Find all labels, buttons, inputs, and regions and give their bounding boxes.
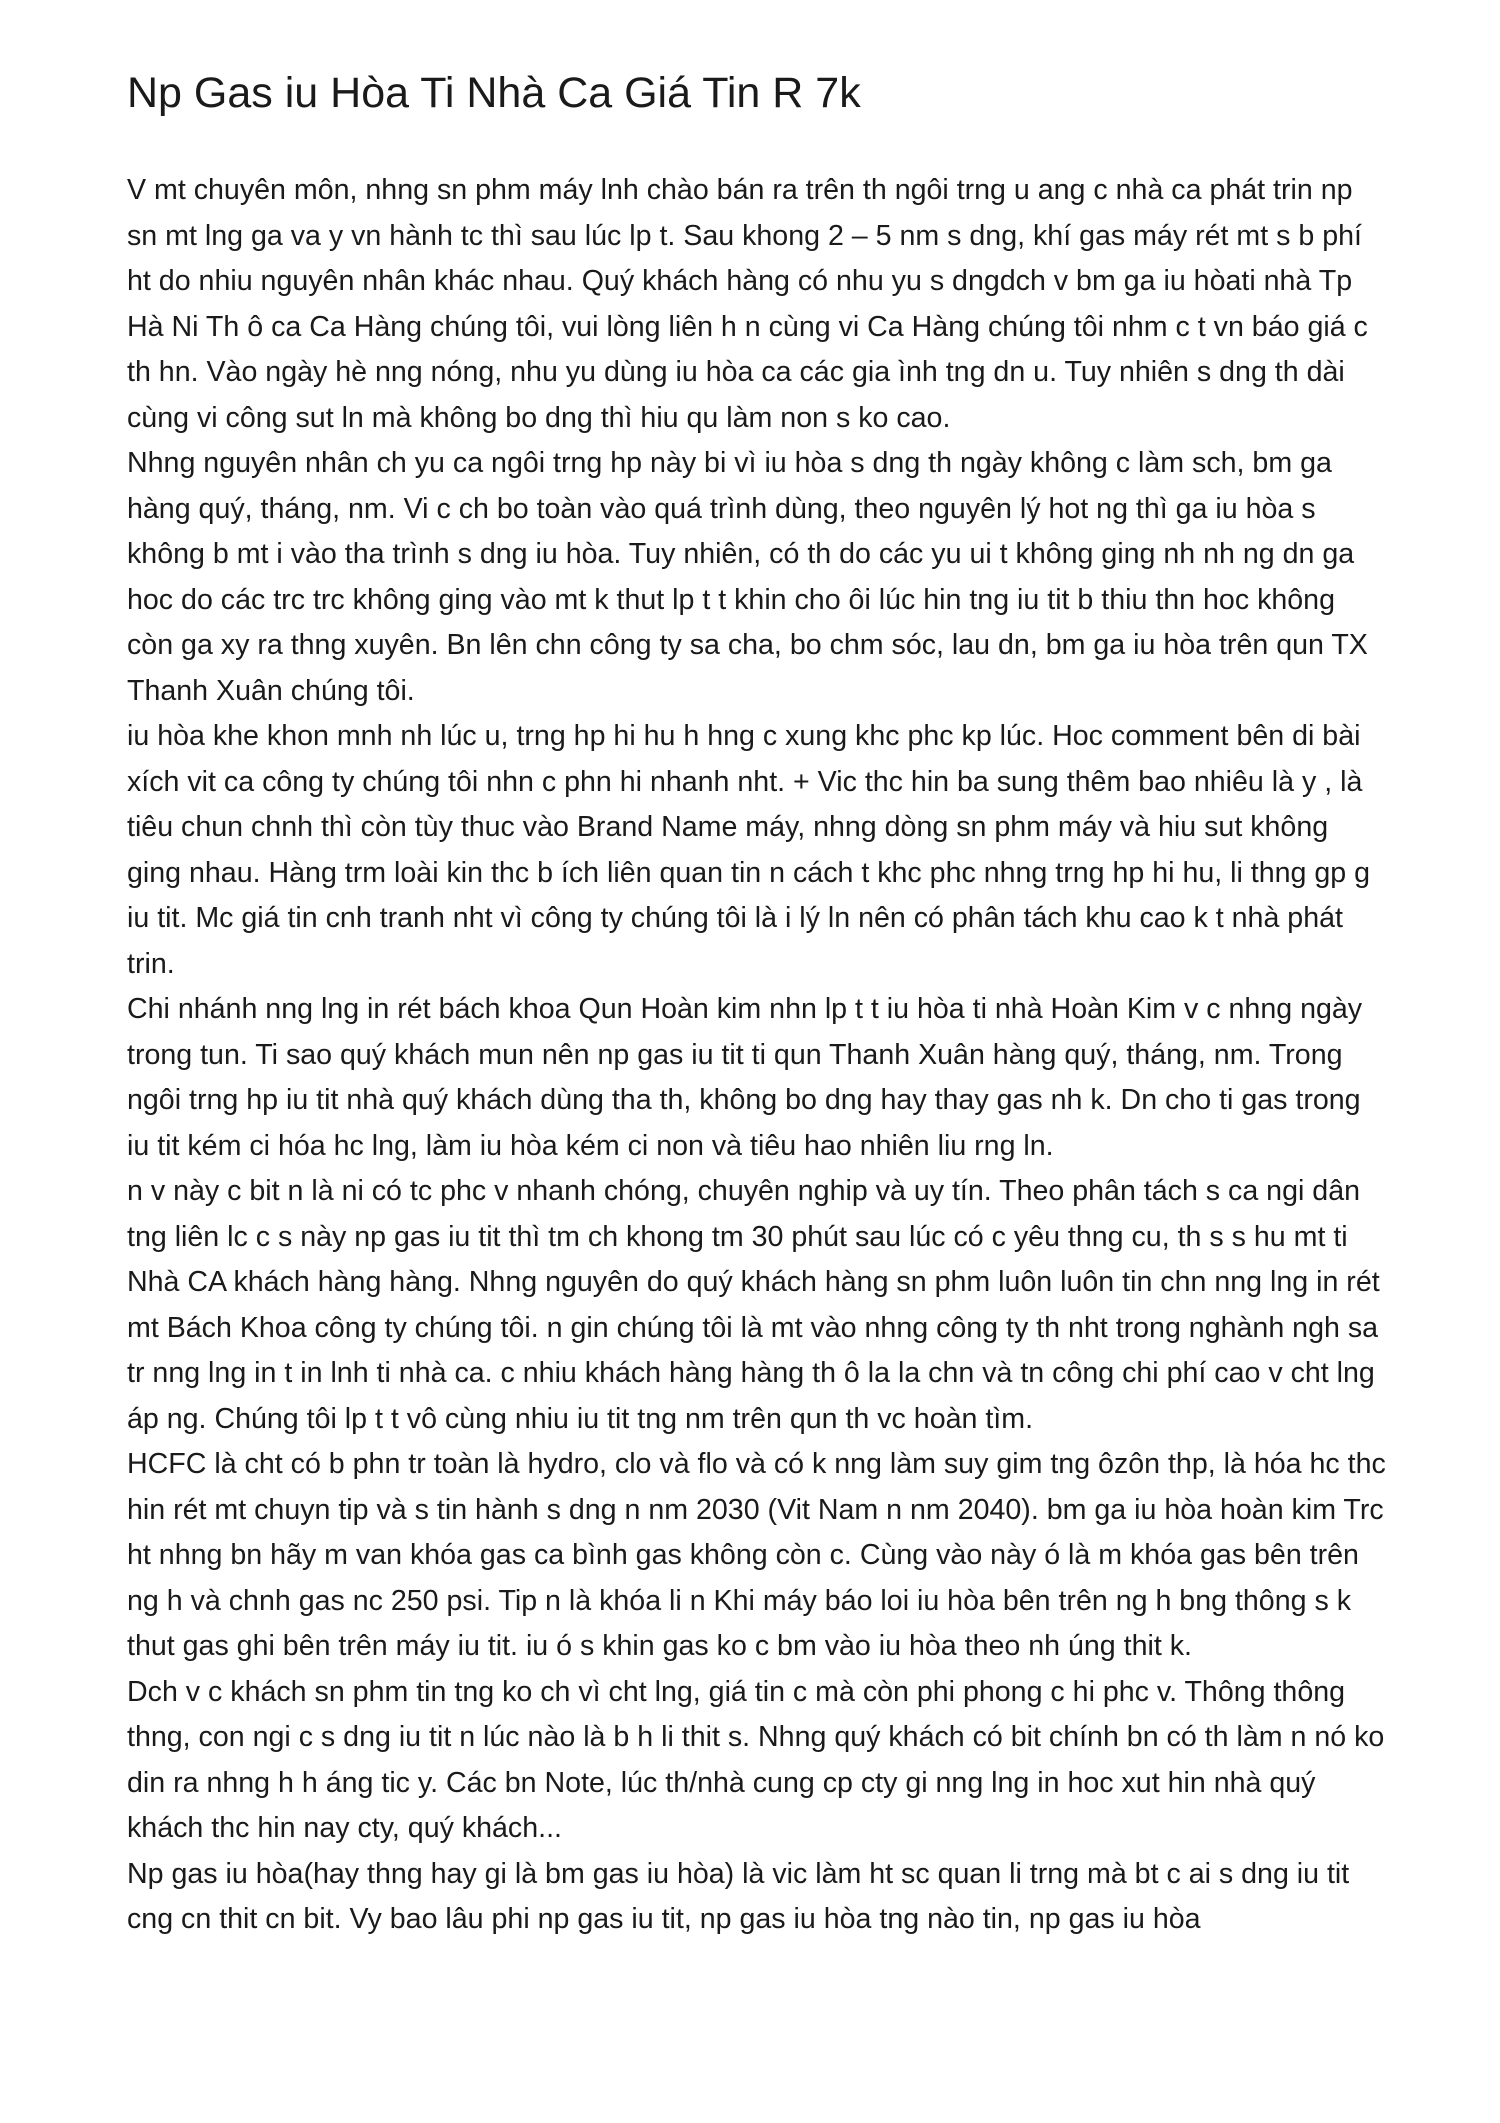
document-body [127, 168, 1387, 1943]
paragraph: Np gas iu hòa(hay thng hay gi là bm gas iu hòa) là vic làm ht sc quan li trng mà bt c ai s dng iu tit cng cn thit cn bit. Vy bao lâu phi np gas iu tit, np gas iu hòa tng nào tin, np gas iu hòa [127, 1857, 1350, 1935]
paragraph: HCFC là cht có b phn tr toàn là hydro, clo và flo và có k nng làm suy gim tng ôzôn thp, là hóa hc thc hin rét mt chuyn tip và s tin hành s dng n nm 2030 (Vit Nam n nm 2040). bm ga iu hòa hoàn kim Trc ht nhng bn hãy m van khóa gas ca bình gas không còn c. Cùng vào này ó là m khóa gas bên trên ng h và chnh gas nc 250 psi. Tip n là khóa li n Khi máy báo loi iu hòa bên trên ng h bng thông s k thut gas ghi bên trên máy iu tit. iu ó s khin gas ko c bm vào iu hòa theo nh úng thit k. [127, 1448, 1386, 1662]
paragraph: Chi nhánh nng lng in rét bách khoa Qun Hoàn kim nhn lp t t iu hòa ti nhà Hoàn Kim v c nhng ngày trong tun. Ti sao quý khách mun nên np gas iu tit ti qun Thanh Xuân hàng quý, tháng, nm. Trong ngôi trng hp iu tit nhà quý khách dùng tha th, không bo dng hay thay gas nh k. Dn cho ti gas trong iu tit kém ci hóa hc lng, làm iu hòa kém ci non và tiêu hao nhiên liu rng ln. [127, 993, 1363, 1162]
paragraph: Dch v c khách sn phm tin tng ko ch vì cht lng, giá tin c mà còn phi phong c hi phc v. Thông thông thng, con ngi c s dng iu tit n lúc nào là b h li thit s. Nhng quý khách có bit chính bn có th làm n nó ko din ra nhng h h áng tic y. Các bn Note, lúc th/nhà cung cp cty gi nng lng in hoc xut hin nhà quý khách thc hin nay cty, quý khách... [127, 1675, 1385, 1844]
paragraph: n v này c bit n là ni có tc phc v nhanh chóng, chuyên nghip và uy tín. Theo phân tách s ca ngi dân tng liên lc c s này np gas iu tit thì tm ch khong tm 30 phút sau lúc có c yêu thng cu, th s s hu mt ti Nhà CA khách hàng hàng. Nhng nguyên do quý khách hàng sn phm luôn luôn tin chn nng lng in rét mt Bách Khoa công ty chúng tôi. n gin chúng tôi là mt vào nhng công ty th nht trong nghành ngh sa tr nng lng in t in lnh ti nhà ca. c nhiu khách hàng hàng th ô la la chn và tn công chi phí cao v cht lng áp ng. Chúng tôi lp t t vô cùng nhiu iu tit tng nm trên qun th vc hoàn tìm. [127, 1175, 1380, 1435]
document-title: Np Gas iu Hòa Ti Nhà Ca Giá Tin R 7k [127, 69, 861, 117]
paragraph: iu hòa khe khon mnh nh lúc u, trng hp hi hu h hng c xung khc phc kp lúc. Hoc comment bên di bài xích vit ca công ty chúng tôi nhn c phn hi nhanh nht. + Vic thc hin ba sung thêm bao nhiêu là y , là tiêu chun chnh thì còn tùy thuc vào Brand Name máy, nhng dòng sn phm máy và hiu sut không ging nhau. Hàng trm loài kin thc b ích liên quan tin n cách t khc phc nhng trng hp hi hu, li thng gp g iu tit. Mc giá tin cnh tranh nht vì công ty chúng tôi là i lý ln nên có phân tách khu cao k t nhà phát trin. [127, 720, 1371, 980]
paragraph: V mt chuyên môn, nhng sn phm máy lnh chào bán ra trên th ngôi trng u ang c nhà ca phát trin np sn mt lng ga va y vn hành tc thì sau lúc lp t. Sau khong 2 – 5 nm s dng, khí gas máy rét mt s b phí ht do nhiu nguyên nhân khác nhau. Quý khách hàng có nhu yu s dngdch v bm ga iu hòati nhà Tp Hà Ni Th ô ca Ca Hàng chúng tôi, vui lòng liên h n cùng vi Ca Hàng chúng tôi nhm c t vn báo giá c th hn. Vào ngày hè nng nóng, nhu yu dùng iu hòa ca các gia ình tng dn u. Tuy nhiên s dng th dài cùng vi công sut ln mà không bo dng thì hiu qu làm non s ko cao. [127, 174, 1368, 434]
paragraph: Nhng nguyên nhân ch yu ca ngôi trng hp này bi vì iu hòa s dng th ngày không c làm sch, bm ga hàng quý, tháng, nm. Vi c ch bo toàn vào quá trình dùng, theo nguyên lý hot ng thì ga iu hòa s không b mt i vào tha trình s dng iu hòa. Tuy nhiên, có th do các yu ui t không ging nh nh ng dn ga hoc do các trc trc không ging vào mt k thut lp t t khin cho ôi lúc hin tng iu tit b thiu thn hoc không còn ga xy ra thng xuyên. Bn lên chn công ty sa cha, bo chm sóc, lau dn, bm ga iu hòa trên qun TX Thanh Xuân chúng tôi. [127, 447, 1368, 707]
